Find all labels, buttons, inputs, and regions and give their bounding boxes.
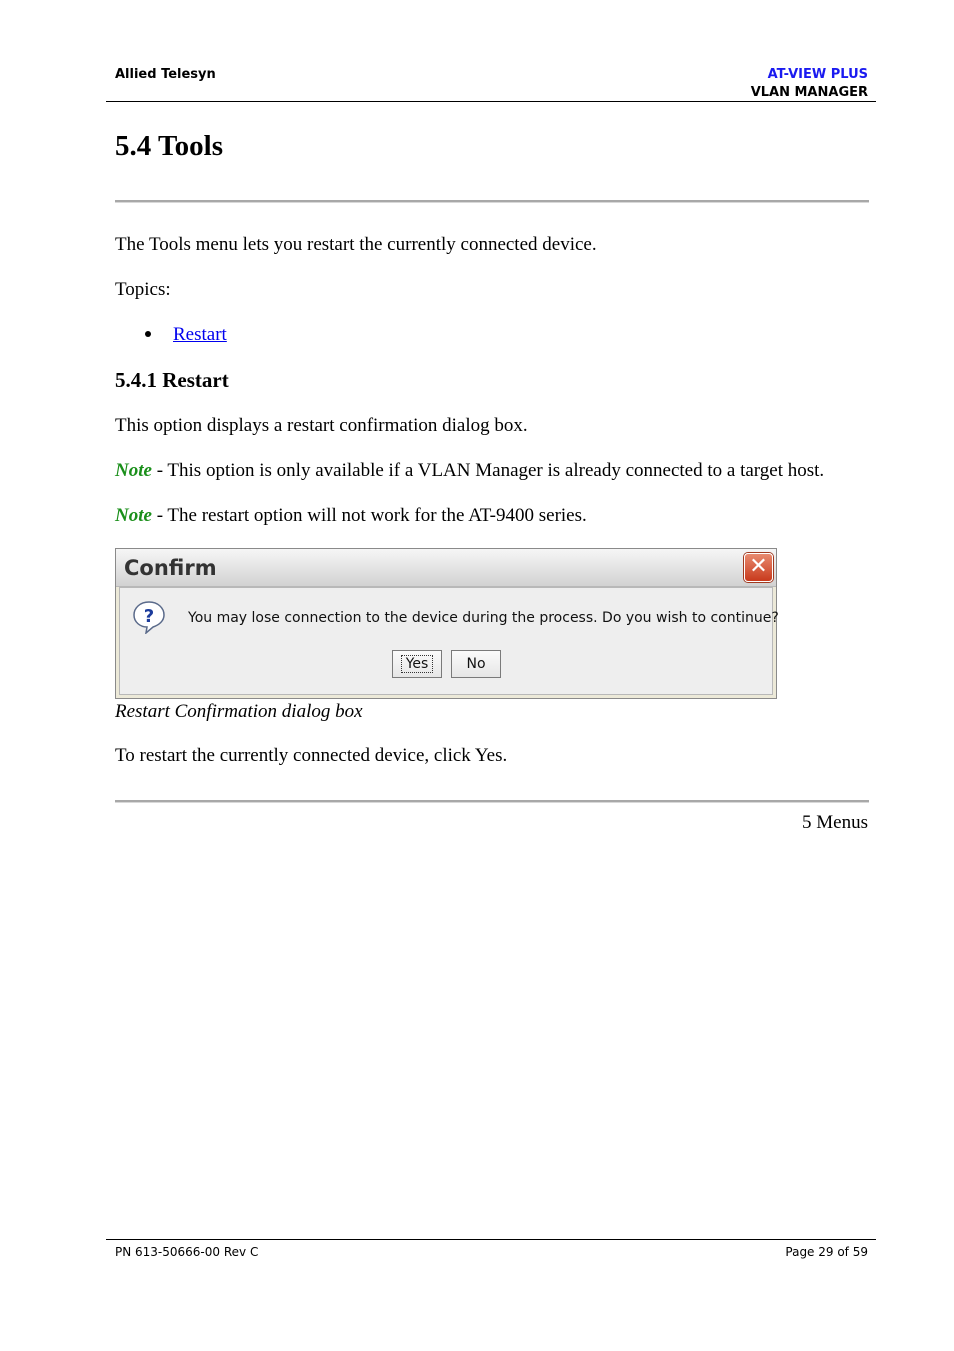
bullet-icon: [145, 331, 151, 337]
note-1-text: - This option is only available if a VLAN Manager is already connected to a target host.: [151, 460, 825, 481]
note-label: Note: [115, 505, 152, 526]
note-label: Note: [115, 460, 152, 481]
close-icon[interactable]: ✕: [744, 553, 773, 582]
dialog-title: Confirm: [124, 556, 217, 580]
no-button[interactable]: No: [451, 650, 501, 678]
topics-label: Topics:: [115, 279, 171, 300]
header-divider: [106, 101, 876, 102]
note-1: [115, 460, 824, 482]
section-divider-top: [115, 200, 869, 203]
topic-link-restart[interactable]: Restart: [173, 324, 227, 345]
yes-button-label: Yes: [401, 655, 434, 673]
header-company: Allied Telesyn: [115, 67, 216, 82]
yes-button[interactable]: [392, 650, 442, 678]
confirm-dialog: [115, 548, 777, 699]
question-icon: [132, 600, 166, 634]
footer-page-number: Page 29 of 59: [785, 1245, 868, 1259]
dialog-body: [119, 587, 779, 695]
section-divider-bottom: [115, 800, 869, 803]
chapter-footer: 5 Menus: [802, 812, 868, 833]
header-product: AT-VIEW PLUS: [767, 67, 868, 82]
instruction-text: To restart the currently connected device, click Yes.: [115, 745, 508, 766]
note-2: [115, 505, 587, 527]
svg-text:?: ?: [143, 606, 155, 627]
page-title: 5.4 Tools: [115, 130, 223, 162]
footer-divider: [106, 1239, 876, 1240]
header-module: VLAN MANAGER: [750, 85, 868, 100]
intro-text: The Tools menu lets you restart the currently connected device.: [115, 234, 597, 255]
restart-description: This option displays a restart confirmation dialog box.: [115, 415, 528, 436]
subsection-title: 5.4.1 Restart: [115, 368, 229, 392]
note-2-text: - The restart option will not work for the AT-9400 series.: [151, 505, 587, 526]
footer-part-number: PN 613-50666-00 Rev C: [115, 1245, 259, 1259]
dialog-titlebar: [116, 549, 776, 587]
figure-caption: Restart Confirmation dialog box: [115, 701, 363, 722]
dialog-message: You may lose connection to the device during the process. Do you wish to continue?: [188, 610, 779, 626]
